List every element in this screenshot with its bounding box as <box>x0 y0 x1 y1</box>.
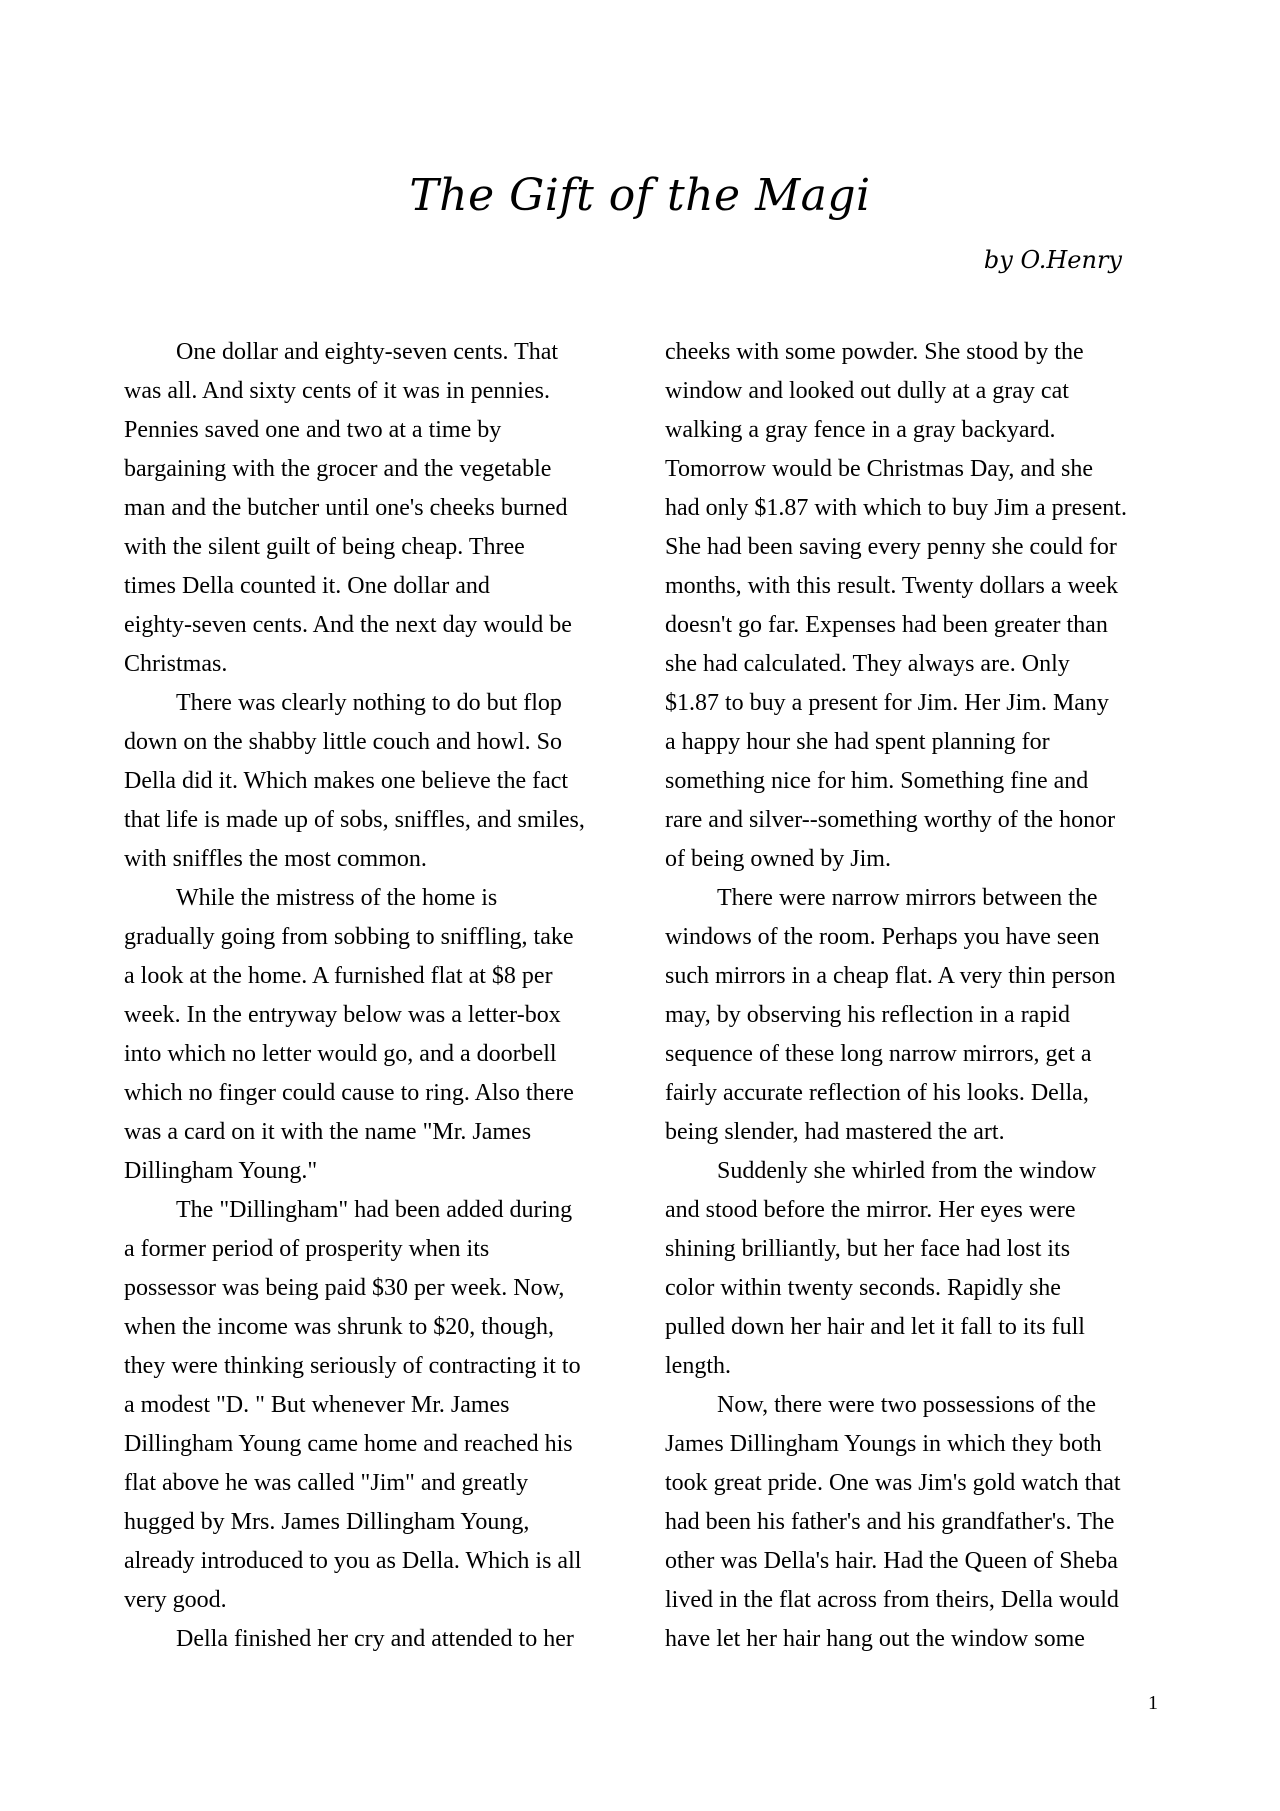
text-line: color within twenty seconds. Rapidly she <box>665 1275 1061 1301</box>
text-line: times Della counted it. One dollar and <box>124 573 490 599</box>
text-line: The "Dillingham" had been added during <box>176 1197 573 1223</box>
text-line: lived in the flat across from theirs, Della would <box>665 1587 1119 1613</box>
text-line: One dollar and eighty-seven cents. That <box>176 339 559 365</box>
text-line: other was Della's hair. Had the Queen of Sheba <box>665 1548 1118 1574</box>
text-line: cheeks with some powder. She stood by the <box>665 339 1084 365</box>
text-line: Now, there were two possessions of the <box>717 1392 1097 1418</box>
text-line: Pennies saved one and two at a time by <box>124 417 502 443</box>
text-line: shining brilliantly, but her face had lost its <box>665 1236 1071 1262</box>
text-line: that life is made up of sobs, sniffles, and smiles, <box>124 807 585 833</box>
text-line: something nice for him. Something fine and <box>665 768 1089 794</box>
text-line: such mirrors in a cheap flat. A very thin person <box>665 963 1116 989</box>
text-line: a happy hour she had spent planning for <box>665 729 1050 755</box>
text-line: She had been saving every penny she could for <box>665 534 1117 560</box>
text-line: flat above he was called "Jim" and greatly <box>124 1470 529 1496</box>
text-line: walking a gray fence in a gray backyard. <box>665 417 1056 443</box>
text-line: very good. <box>124 1587 227 1613</box>
text-line: with the silent guilt of being cheap. Three <box>124 534 525 560</box>
text-line: of being owned by Jim. <box>665 846 891 872</box>
text-line: hugged by Mrs. James Dillingham Young, <box>124 1509 530 1535</box>
text-line: when the income was shrunk to $20, though, <box>124 1314 554 1340</box>
text-line: length. <box>665 1353 731 1379</box>
text-line: had only $1.87 with which to buy Jim a present. <box>665 495 1127 521</box>
text-line: fairly accurate reflection of his looks. Della, <box>665 1080 1089 1106</box>
text-line: she had calculated. They always are. Only <box>665 651 1070 677</box>
page-number: 1 <box>1148 1692 1158 1714</box>
text-line: There was clearly nothing to do but flop <box>176 690 562 716</box>
text-line: eighty-seven cents. And the next day would be <box>124 612 572 638</box>
text-line: Suddenly she whirled from the window <box>717 1158 1097 1184</box>
text-line: and stood before the mirror. Her eyes were <box>665 1197 1076 1223</box>
text-line: have let her hair hang out the window some <box>665 1626 1085 1652</box>
text-line: $1.87 to buy a present for Jim. Her Jim. Many <box>665 690 1109 716</box>
text-line: windows of the room. Perhaps you have seen <box>665 924 1100 950</box>
text-line: pulled down her hair and let it fall to its full <box>665 1314 1085 1340</box>
text-line: with sniffles the most common. <box>124 846 427 872</box>
text-line: gradually going from sobbing to sniffling, take <box>124 924 574 950</box>
text-line: rare and silver--something worthy of the honor <box>665 807 1116 833</box>
text-line: Christmas. <box>124 651 228 677</box>
text-line: Della finished her cry and attended to her <box>176 1626 574 1652</box>
text-line: months, with this result. Twenty dollars a week <box>665 573 1119 599</box>
text-line: week. In the entryway below was a letter-box <box>124 1002 561 1028</box>
story-title: The Gift of the Magi <box>409 170 871 221</box>
text-line: took great pride. One was Jim's gold watch that <box>665 1470 1121 1496</box>
text-line: While the mistress of the home is <box>176 885 498 911</box>
text-line: a modest "D. " But whenever Mr. James <box>124 1392 510 1418</box>
text-line: down on the shabby little couch and howl. So <box>124 729 562 755</box>
text-line: already introduced to you as Della. Which is all <box>124 1548 582 1574</box>
author-byline: by O.Henry <box>983 246 1122 274</box>
text-line: sequence of these long narrow mirrors, get a <box>665 1041 1092 1067</box>
text-line: Dillingham Young." <box>124 1158 318 1184</box>
text-line: Tomorrow would be Christmas Day, and she <box>665 456 1094 482</box>
text-line: Della did it. Which makes one believe the fact <box>124 768 569 794</box>
text-line: into which no letter would go, and a doorbell <box>124 1041 557 1067</box>
text-line: a former period of prosperity when its <box>124 1236 490 1262</box>
text-line: man and the butcher until one's cheeks burned <box>124 495 568 521</box>
right-text-column <box>665 333 1185 1659</box>
text-line: which no finger could cause to ring. Also there <box>124 1080 574 1106</box>
text-line: may, by observing his reflection in a rapid <box>665 1002 1070 1028</box>
text-line: was all. And sixty cents of it was in pennies. <box>124 378 550 404</box>
text-line: There were narrow mirrors between the <box>717 885 1098 911</box>
text-line: a look at the home. A furnished flat at $8 per <box>124 963 553 989</box>
left-text-column <box>124 333 644 1659</box>
text-line: James Dillingham Youngs in which they both <box>665 1431 1102 1457</box>
text-line: being slender, had mastered the art. <box>665 1119 1005 1145</box>
text-line: possessor was being paid $30 per week. Now, <box>124 1275 565 1301</box>
text-line: was a card on it with the name "Mr. James <box>124 1119 532 1145</box>
text-line: doesn't go far. Expenses had been greater than <box>665 612 1108 638</box>
text-line: bargaining with the grocer and the vegetable <box>124 456 552 482</box>
text-line: they were thinking seriously of contracting it to <box>124 1353 581 1379</box>
text-line: had been his father's and his grandfather's. The <box>665 1509 1115 1535</box>
text-line: window and looked out dully at a gray cat <box>665 378 1069 404</box>
text-line: Dillingham Young came home and reached his <box>124 1431 573 1457</box>
